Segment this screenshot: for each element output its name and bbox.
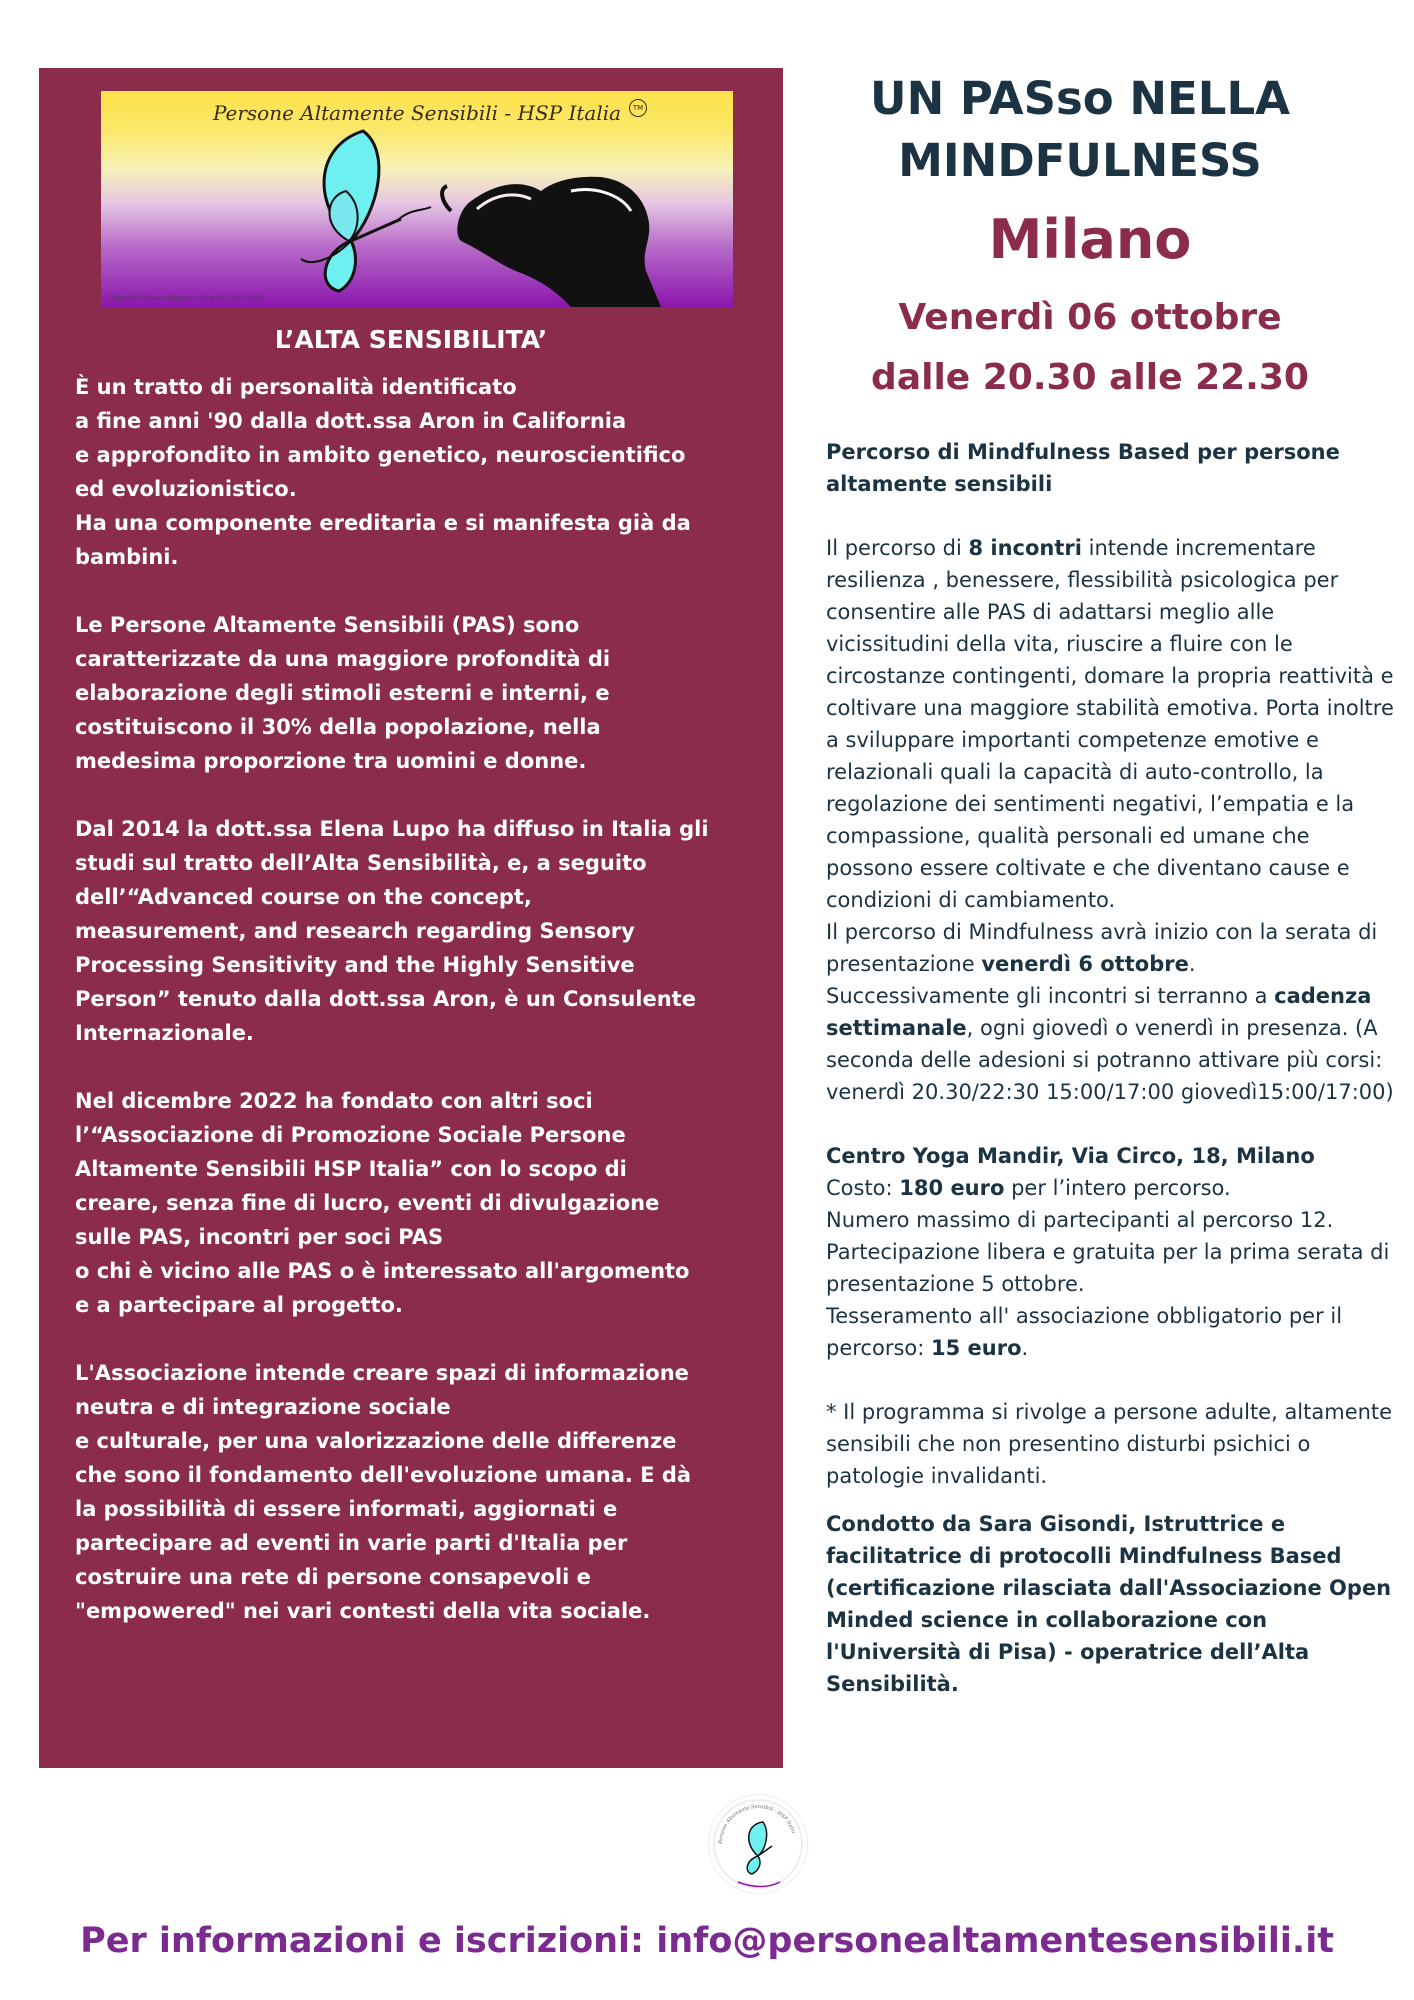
event-date: Venerdì 06 ottobre (898, 297, 1282, 338)
footer-logo (708, 1794, 808, 1894)
butterfly-figure-illustration (101, 91, 733, 307)
left-paragraph-3: Dal 2014 la dott.ssa Elena Lupo ha diffuso in Italia gli studi sul tratto dell’Alta Sensibilità, e, a seguito dell’“Advanced course on the concept, measurement, and research regarding Sensory Processing Sensitivity and the Highly Sensitive Person” tenuto dalla dott.ssa Aron, è un Consulente Internazionale. (75, 817, 709, 1045)
event-city: Milano (988, 208, 1192, 271)
course-cost: Costo: 180 euro per l’intero percorso. (826, 1176, 1231, 1200)
left-paragraph-5: L'Associazione intende creare spazi di informazione neutra e di integrazione sociale e culturale, per una valorizzazione delle differenze che sono il fondamento dell'evoluzione umana. E dà la possibilità di essere informati, aggiornati e partecipare ad eventi in varie parti d'Italia per costruire una rete di persone consapevoli e "empowered" nei vari contesti della vita sociale. (75, 1361, 692, 1623)
left-paragraph-2: Le Persone Altamente Sensibili (PAS) sono caratterizzate da una maggiore profondità di elaborazione degli stimoli esterni e interni, e costituiscono il 30% della popolazione, nella medesima proporzione tra uomini e donne. (75, 613, 611, 773)
left-heading: L’ALTA SENSIBILITA’ (274, 325, 548, 354)
left-body-text (75, 370, 775, 1662)
course-membership: Tesseramento all' associazione obbligatorio per il percorso: 15 euro. (826, 1304, 1343, 1360)
trademark-badge: TM (629, 99, 647, 117)
course-paragraph-3: Successivamente gli incontri si terranno a cadenza settimanale, ogni giovedì o venerdì in presenza. (A seconda delle adesioni si potranno attivare più corsi: venerdì 20.30/22:30 15:00/17:00 giovedì15:00/17:00) (826, 984, 1394, 1104)
course-participants: Numero massimo di partecipanti al percorso 12. Partecipazione libera e gratuita per la prima serata di presentazione 5 ottobre. (826, 1208, 1390, 1296)
banner-title: Persone Altamente Sensibili - HSP Italia (212, 101, 622, 125)
contact-email[interactable]: Per informazioni e iscrizioni: info@personealtamentesensibili.it (80, 1921, 1334, 1961)
event-datetime (820, 288, 1360, 408)
hsp-banner (101, 91, 733, 307)
human-figure-icon (442, 177, 661, 307)
course-note: * Il programma si rivolge a persone adulte, altamente sensibili che non presentino disturbi psichici o patologie invalidanti. (826, 1400, 1393, 1488)
course-logistics (826, 1140, 1396, 1364)
butterfly-icon (301, 131, 431, 291)
svg-text:Persone Altamente Sensibili -: Persone Altamente Sensibili - HSP Italia (717, 1803, 797, 1845)
left-paragraph-1: È un tratto di personalità identificato a fine anni '90 dalla dott.ssa Aron in California e approfondito in ambito genetico, neuroscientifico ed evoluzionistico. Ha una componente ereditaria e si manifesta già da bambini. (75, 375, 691, 569)
course-paragraph-2: Il percorso di Mindfulness avrà inizio con la serata di presentazione venerdì 6 ottobre. (826, 920, 1378, 976)
banner-copyright: Copyright Persone Altamente Sensibili - HSP Italia (109, 295, 264, 302)
course-instructor: Condotto da Sara Gisondi, Istruttrice e facilitatrice di protocolli Mindfulness Based (certificazione rilasciata dall'Associazione Open Minded science in collaborazione con l'Università di Pisa) - operatrice dell’Alta Sensibilità. (826, 1512, 1392, 1696)
course-paragraph-1: Il percorso di 8 incontri intende incrementare resilienza , benessere, flessibilità psicologica per consentire alle PAS di adattarsi meglio alle vicissitudini della vita, riuscire a fluire con le circostanze contingenti, domare la propria reattività e coltivare una maggiore stabilità emotiva. Porta inoltre a sviluppare importanti competenze emotive e relazionali quali la capacità di auto-controllo, la regolazione dei sentimenti negativi, l’empatia e la compassione, qualità personali ed umane che possono essere coltivate e che diventano cause e condizioni di cambiamento. (826, 536, 1394, 912)
event-title: UN PASso NELLA MINDFULNESS (870, 72, 1290, 187)
left-info-panel (39, 68, 783, 1768)
footer-butterfly-icon (708, 1794, 808, 1894)
course-intro: Percorso di Mindfulness Based per persone altamente sensibili (826, 440, 1340, 496)
right-body-text (826, 436, 1396, 1732)
course-location: Centro Yoga Mandir, Via Circo, 18, Milano (826, 1144, 1315, 1168)
left-paragraph-4: Nel dicembre 2022 ha fondato con altri soci l’“Associazione di Promozione Sociale Persone Altamente Sensibili HSP Italia” con lo scopo di creare, senza fine di lucro, eventi di divulgazione sulle PAS, incontri per soci PAS o chi è vicino alle PAS o è interessato all'argomento e a partecipare al progetto. (75, 1089, 690, 1317)
event-time: dalle 20.30 alle 22.30 (871, 357, 1309, 398)
course-description (826, 532, 1396, 1108)
